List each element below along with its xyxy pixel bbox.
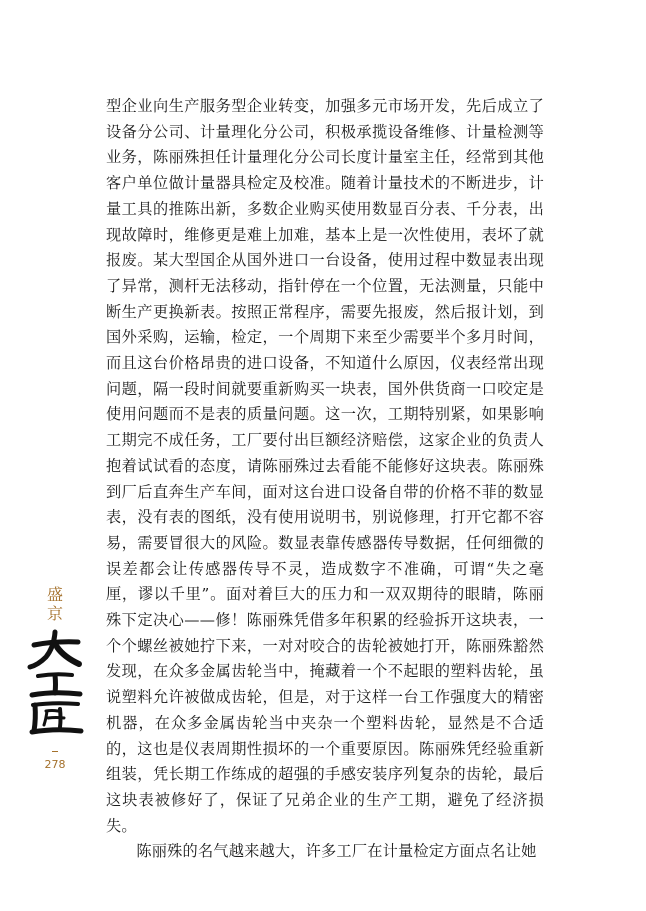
body-text bbox=[106, 94, 544, 865]
divider-dash bbox=[52, 751, 58, 752]
calligraphy-logo bbox=[24, 629, 86, 737]
page-number: 278 bbox=[44, 758, 66, 771]
paragraph-2: 陈丽殊的名气越来越大，许多工厂在计量检定方面点名让她 bbox=[136, 842, 537, 861]
paragraph-1: 型企业向生产服务型企业转变，加强多元市场开发，先后成立了设备分公司、计量理化分公司，积极承揽设备维修、计量检测等业务，陈丽殊担任计量理化分公司长度计量室主任，经常到其他客户单位做计量器具检定及校准。随着计量技术的不断进步，计量工具的推陈出新，多数企业购买使用数显百分表、千分表，出现故障时，维修更是难上加难，基本上是一次性使用，表坏了就报废。某大型国企从国外进口一台设备，使用过程中数显表出现了异常，测杆无法移动，指针停在一个位置，无法测量，只能中断生产更换新表。按照正常程序，需要先报废，然后报计划，到国外采购，运输，检定，一个周期下来至少需要半个多月时间，而且这台价格昂贵的进口设备，不知道什么原因，仪表经常出现问题，隔一段时间就要重新购买一块表，国外供货商一口咬定是使用问题而不是表的质量问题。这一次，工期特别紧，如果影响工期完不成任务，工厂要付出巨额经济赔偿，这家企业的负责人抱着试试看的态度，请陈丽殊过去看能不能修好这块表。陈丽殊到厂后直奔生产车间，面对这台进口设备自带的价格不菲的数显表，没有表的图纸，没有使用说明书，别说修理，打开它都不容易，需要冒很大的风险。数显表靠传感器传导数据，任何细微的误差都会让传感器传导不灵，造成数字不准确，可谓“失之毫厘，谬以千里”。面对着巨大的压力和一双双期待的眼睛，陈丽殊下定决心——修！陈丽殊凭借多年积累的经验拆开这块表，一个个螺丝被她拧下来，一对对咬合的齿轮被她打开，陈丽殊豁然发现，在众多金属齿轮当中，掩藏着一个不起眼的塑料齿轮，虽说塑料允许被做成齿轮，但是，对于这样一台工作强度大的精密机器，在众多金属齿轮当中夹杂一个塑料齿轮，显然是不合适的，这也是仪表周期性损坏的一个重要原因。陈丽殊凭经验重新组装，凭长期工作练成的超强的手感安装序列复杂的齿轮，最后这块表被修好了，保证了兄弟企业的生产工期，避免了经济损失。 bbox=[106, 97, 544, 835]
series-title: 盛京 bbox=[46, 585, 63, 623]
sidebar-book-mark bbox=[16, 585, 94, 772]
